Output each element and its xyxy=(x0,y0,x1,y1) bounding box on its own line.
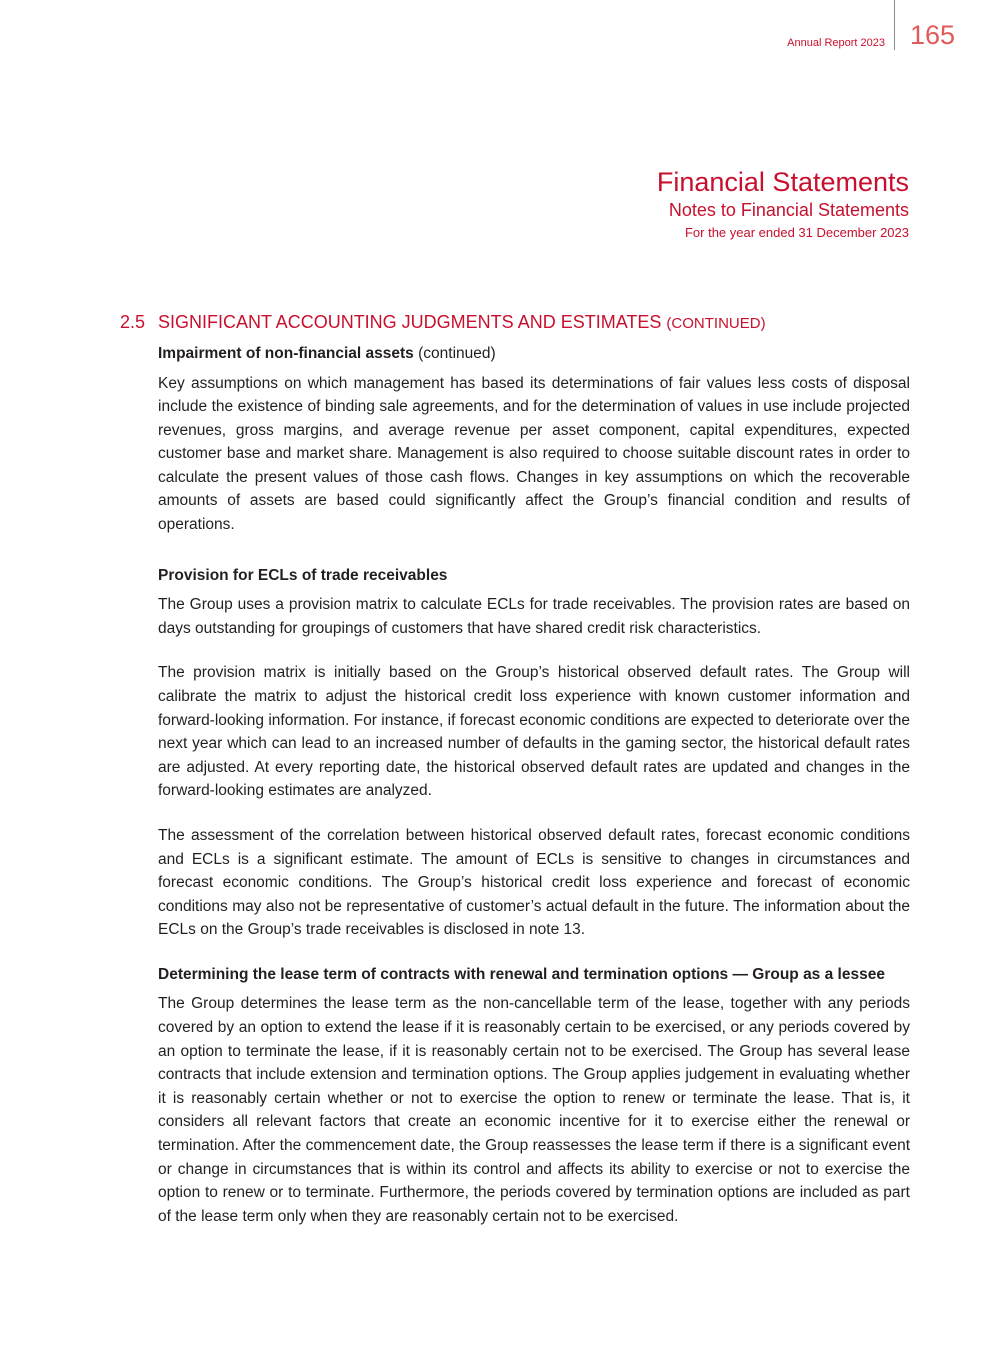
note-title-text: SIGNIFICANT ACCOUNTING JUDGMENTS AND ESTIMATES xyxy=(158,312,662,332)
impairment-paragraph: Key assumptions on which management has based its determinations of fair values less costs of disposal include the existence of binding sale agreements, and for the determination of values in use include projected revenues, gross margins, and average revenue per asset component, capital expenditures, expected customer base and market share. Management is also required to choose suitable discount rates in order to calculate the present values of those cash flows. Changes in key assumptions on which the recoverable amounts of assets are based could significantly affect the Group’s financial condition and results of operations. xyxy=(158,374,910,534)
note-title-continued: (CONTINUED) xyxy=(666,315,766,332)
lease-paragraph: The Group determines the lease term as the non-cancellable term of the lease, together with any periods covered by an option to extend the lease if it is reasonably certain to be exercised, or any periods covered by an option to terminate the lease, if it is reasonably certain not to be exercised. The Group has several lease contracts that include extension and termination options. The Group applies judgement in evaluating whether it is reasonably certain whether or not to exercise the option to renew or terminate the lease. That is, it considers all relevant factors that create an economic incentive for it to exercise either the renewal or termination. After the commencement date, the Group reassesses the lease term if there is a significant event or change in circumstances that is within its control and affects its ability to exercise or not to exercise the option to renew or to terminate. Furthermore, the periods covered by termination options are included as part of the lease term only when they are reasonably certain not to be exercised. xyxy=(158,995,910,1225)
lease-heading: Determining the lease term of contracts with renewal and termination options — Group as a lessee xyxy=(158,965,885,983)
ecl-heading: Provision for ECLs of trade receivables xyxy=(158,566,448,584)
section-subtitle: Notes to Financial Statements xyxy=(668,200,909,220)
ecl-paragraph-2: The provision matrix is initially based on the Group’s historical observed default rates. The Group will calibrate the matrix to adjust the historical credit loss experience with known customer information and forward-looking information. For instance, if forecast economic conditions are expected to deteriorate over the next year which can lead to an increased number of defaults in the gaming sector, the historical default rates are adjusted. At every reporting date, the historical observed default rates are updated and changes in the forward-looking estimates are analyzed. xyxy=(158,664,910,800)
impairment-heading xyxy=(158,342,910,366)
ecl-paragraph-1: The Group uses a provision matrix to calculate ECLs for trade receivables. The provision rates are based on days outstanding for groupings of customers that have shared credit risk characteristics. xyxy=(158,596,910,637)
page-number: 165 xyxy=(910,20,956,50)
main-content xyxy=(120,310,910,1228)
page-header xyxy=(0,0,1006,60)
header-divider xyxy=(894,0,895,50)
ecl-paragraph-3: The assessment of the correlation between historical observed default rates, forecast economic conditions and ECLs is a significant estimate. The amount of ECLs is sensitive to changes in circumstances and forecast economic conditions. The Group’s historical credit loss experience and forecast of economic conditions may also not be representative of customer’s actual default in the future. The information about the ECLs on the Group’s trade receivables is disclosed in note 13. xyxy=(158,826,910,939)
section-period: For the year ended 31 December 2023 xyxy=(684,225,909,240)
section-title: Financial Statements xyxy=(656,167,909,197)
report-label: Annual Report 2023 xyxy=(787,37,885,49)
impairment-heading-text: Impairment of non-financial assets xyxy=(158,345,414,362)
note-body xyxy=(158,336,910,1228)
note-number: 2.5 xyxy=(120,312,146,332)
impairment-heading-continued: (continued) xyxy=(418,345,496,362)
title-block xyxy=(657,166,909,243)
note-title xyxy=(158,310,766,336)
note-heading xyxy=(120,310,910,336)
